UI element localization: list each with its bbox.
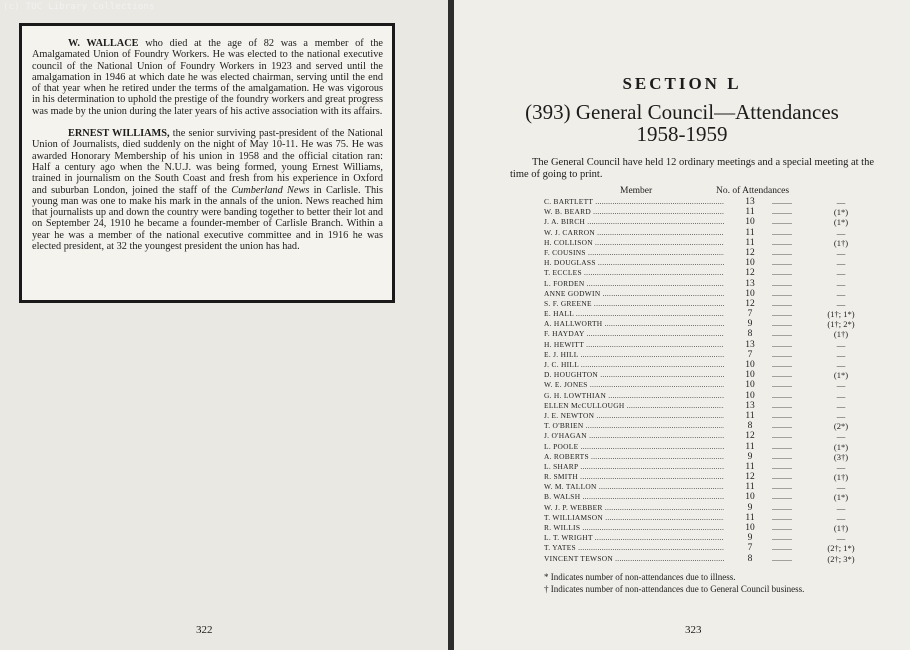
non-attendance-note: (1*) — [833, 217, 849, 228]
obituary-wallace — [32, 38, 383, 117]
leader-dots: .......... — [772, 472, 792, 482]
table-row — [544, 513, 844, 523]
leader-dots: .......... — [772, 431, 792, 441]
member-name: W. B. BEARD ..... — [544, 207, 724, 217]
table-row — [544, 289, 844, 299]
member-name: L. POOLE ..... — [544, 442, 724, 452]
leader-dots: .......... — [772, 360, 792, 369]
non-attendance-note: — — [836, 268, 846, 279]
member-name: J. E. NEWTON ..... — [544, 411, 724, 421]
non-attendance-note: — — [836, 410, 846, 421]
member-name: T. WILLIAMSON ..... — [544, 513, 724, 523]
non-attendance-note: — — [836, 197, 846, 207]
attendance-count: 9 — [739, 533, 761, 543]
leader-dots: .......... — [772, 258, 792, 268]
attendance-count: 8 — [739, 329, 761, 339]
non-attendance-note: (1†) — [833, 472, 849, 483]
attendance-count: 12 — [739, 472, 761, 482]
table-row — [544, 197, 844, 207]
right-page — [454, 0, 910, 650]
non-attendance-note: — — [836, 288, 846, 299]
non-attendance-note: (2†; 3*) — [827, 553, 855, 564]
attendance-count: 10 — [739, 391, 761, 401]
obituary-wallace-text: who died at the age of 82 was a member of the Amalgamated Union of Foundry Workers. He was elected to the national executive council of the National Union of Foundry Workers in 1923 and served until the amalgamation in 1946 at which date he was elected chairman, serving until the end of that year when he retired under the terms of the amalgamation. He was vigorous in his determination to uphold the prestige of the foundry workers and great progress was made by the union during the later years of his active association with its affairs. — [32, 38, 383, 117]
attendance-count: 10 — [739, 380, 761, 390]
non-attendance-note: — — [836, 400, 846, 411]
leader-dots: .......... — [772, 227, 792, 237]
leader-dots: .......... — [772, 329, 792, 339]
leader-dots: .......... — [772, 237, 792, 247]
member-name: A. HALLWORTH ..... — [544, 319, 724, 329]
non-attendance-note: — — [836, 349, 846, 360]
member-name: C. BARTLETT ..... — [544, 197, 724, 207]
attendance-count: 10 — [739, 492, 761, 502]
member-name: T. O'BRIEN ..... — [544, 421, 724, 431]
non-attendance-note: (2†; 1*) — [827, 543, 855, 554]
section-heading: SECTION L — [622, 74, 742, 93]
leader-dots: .......... — [772, 523, 792, 532]
leader-dots: .......... — [772, 421, 792, 431]
member-name: D. HOUGHTON ..... — [544, 370, 724, 380]
attendance-count: 10 — [739, 289, 761, 299]
intro-paragraph — [510, 157, 890, 181]
attendance-count: 12 — [739, 268, 761, 278]
attendance-count: 13 — [739, 340, 761, 350]
attendance-count: 9 — [739, 452, 761, 462]
table-row — [544, 411, 844, 421]
member-name: G. H. LOWTHIAN ..... — [544, 391, 724, 401]
leader-dots: .......... — [772, 268, 792, 278]
non-attendance-note: (1*) — [833, 492, 849, 503]
attendance-count: 12 — [739, 299, 761, 309]
leader-dots: .......... — [772, 543, 792, 553]
non-attendance-note: (1*) — [833, 207, 849, 218]
leader-dots: .......... — [772, 247, 792, 257]
attendance-count: 7 — [739, 309, 761, 319]
intro-text: The General Council have held 12 ordinary meetings and a special meeting at the time of going to print. — [510, 157, 875, 180]
obituary-box — [19, 23, 395, 303]
table-row — [544, 472, 849, 483]
non-attendance-note: (1†) — [833, 329, 849, 340]
table-row — [544, 299, 844, 309]
table-row — [544, 370, 849, 381]
table-row — [544, 279, 844, 289]
table-row — [544, 503, 844, 513]
table-row — [544, 553, 855, 564]
member-name: H. DOUGLASS ..... — [544, 258, 724, 268]
leader-dots: .......... — [772, 207, 792, 217]
member-name: H. COLLISON ..... — [544, 238, 724, 248]
member-name: W. J. CARRON ..... — [544, 228, 724, 238]
non-attendance-note: — — [836, 512, 846, 523]
column-header-member: Member — [620, 186, 653, 196]
non-attendance-note: — — [836, 390, 846, 401]
table-row — [544, 217, 849, 228]
member-name: S. F. GREENE ..... — [544, 299, 724, 309]
non-attendance-note: (1†; 1*) — [827, 309, 855, 320]
obituary-williams-text-1: the senior surviving past-president of the National Union of Journalists, died suddenly on the night of May 10-11. He was 75. He was awarded Honorary Membership of his union in 1958 and the official citation ran: Half a century ago when the N.U.J. was being formed, young Ernest Williams, trained in journalism on the South Coast and fresh from his experience in Oxford and suburban London, joined the staff of the — [32, 128, 383, 196]
leader-dots: .......... — [772, 410, 792, 420]
member-name: W. M. TALLON ..... — [544, 482, 724, 492]
attendance-count: 10 — [739, 217, 761, 227]
leader-dots: .......... — [772, 492, 792, 502]
non-attendance-note: — — [836, 247, 846, 258]
member-name: ANNE GODWIN ..... — [544, 289, 724, 299]
member-name: J. C. HILL ..... — [544, 360, 724, 370]
non-attendance-note: — — [836, 533, 846, 544]
non-attendance-note: (3†) — [833, 451, 849, 462]
attendance-count: 11 — [739, 513, 761, 523]
non-attendance-note: — — [836, 278, 846, 289]
member-name: A. ROBERTS ..... — [544, 452, 724, 462]
member-name: R. SMITH ..... — [544, 472, 724, 482]
leader-dots: .......... — [772, 319, 792, 329]
attendance-count: 13 — [739, 401, 761, 411]
non-attendance-note: — — [836, 360, 846, 370]
attendance-count: 11 — [739, 442, 761, 452]
member-name: F. HAYDAY ..... — [544, 329, 724, 339]
footnote-council-business: † Indicates number of non-attendances due to General Council business. — [544, 584, 805, 594]
attendance-count: 10 — [739, 370, 761, 380]
attendance-table — [544, 197, 855, 564]
leader-dots: .......... — [772, 482, 792, 492]
table-row — [544, 482, 844, 492]
member-name: E. HALL ..... — [544, 309, 724, 319]
non-attendance-note: (1*) — [833, 441, 849, 452]
attendance-count: 10 — [739, 523, 761, 533]
attendance-count: 13 — [739, 279, 761, 289]
non-attendance-note: (2*) — [833, 421, 849, 432]
table-row — [544, 431, 844, 441]
non-attendance-note: — — [836, 298, 846, 309]
page-title — [454, 101, 910, 145]
table-row — [544, 391, 844, 401]
table-row — [544, 360, 844, 370]
leader-dots: .......... — [772, 349, 792, 359]
column-header-attendances: No. of Attendances — [716, 186, 790, 196]
leader-dots: .......... — [772, 197, 792, 206]
attendance-count: 12 — [739, 248, 761, 258]
table-row — [544, 248, 844, 258]
non-attendance-note: — — [836, 258, 846, 269]
member-name: R. WILLIS ..... — [544, 523, 724, 533]
leader-dots: .......... — [772, 370, 792, 380]
leader-dots: .......... — [772, 380, 792, 390]
non-attendance-note: — — [836, 461, 846, 472]
attendance-count: 11 — [739, 238, 761, 248]
member-name: L. FORDEN ..... — [544, 279, 724, 289]
attendance-count: 7 — [739, 543, 761, 553]
non-attendance-note: — — [836, 380, 846, 391]
attendance-count: 11 — [739, 228, 761, 238]
page-title-line1: (393) General Council—Attendances — [525, 100, 839, 124]
attendance-count: 9 — [739, 503, 761, 513]
member-name: J. A. BIRCH ..... — [544, 217, 724, 227]
attendance-count: 13 — [739, 197, 761, 207]
non-attendance-note: (1†) — [833, 237, 849, 248]
member-name: H. HEWITT ..... — [544, 340, 724, 350]
leader-dots: .......... — [772, 400, 792, 410]
table-row — [544, 237, 849, 248]
leader-dots: .......... — [772, 298, 792, 308]
obituary-williams-text-2: in Carlisle. This young man was one to make his mark in the annals of the union. News reached him that journalists up and down the country were banding together to better their lot and on September 24, 1910 he became a founder-member of Carlisle Branch. Within a year he was a member of the national executive committee and in 1916 he was elected president, at 32 the youngest president the union has had. — [32, 184, 384, 253]
table-row — [544, 533, 844, 543]
member-name: W. J. P. WEBBER ..... — [544, 503, 724, 513]
non-attendance-note: — — [836, 339, 846, 350]
member-name: F. COUSINS ..... — [544, 248, 724, 258]
table-row — [544, 380, 844, 390]
leader-dots: .......... — [772, 553, 792, 563]
table-row — [544, 451, 849, 462]
table-row — [544, 421, 849, 432]
table-row — [544, 401, 844, 411]
attendance-count: 8 — [739, 554, 761, 564]
attendance-count: 7 — [739, 350, 761, 360]
non-attendance-note: — — [836, 502, 846, 513]
table-row — [544, 441, 849, 452]
table-row — [544, 462, 844, 472]
table-row — [544, 228, 844, 238]
leader-dots: .......... — [772, 309, 792, 319]
leader-dots: .......... — [772, 217, 792, 227]
leader-dots: .......... — [772, 451, 792, 461]
leader-dots: .......... — [772, 461, 792, 471]
watermark-label: (c) TUC Library Collections — [3, 2, 155, 12]
member-name: L. SHARP ..... — [544, 462, 724, 472]
member-name: E. J. HILL ..... — [544, 350, 724, 360]
member-name: ELLEN McCULLOUGH ..... — [544, 401, 724, 411]
table-row — [544, 309, 855, 320]
leader-dots: .......... — [772, 533, 792, 543]
page-title-line2: 1958-1959 — [636, 122, 728, 146]
member-name: VINCENT TEWSON ..... — [544, 554, 724, 564]
obituary-wallace-name: W. WALLACE — [68, 38, 139, 49]
attendance-count: 8 — [739, 421, 761, 431]
table-row — [544, 258, 844, 268]
attendance-count: 12 — [739, 431, 761, 441]
non-attendance-note: (1†) — [833, 523, 849, 533]
non-attendance-note: — — [836, 482, 846, 493]
table-row — [544, 340, 844, 350]
table-row — [544, 523, 849, 533]
table-row — [544, 268, 844, 278]
attendance-count: 9 — [739, 319, 761, 329]
obituary-williams-name: ERNEST WILLIAMS, — [68, 128, 170, 140]
attendance-count: 11 — [739, 207, 761, 217]
member-name: T. YATES ..... — [544, 543, 724, 553]
leader-dots: .......... — [772, 441, 792, 451]
table-row — [544, 543, 855, 554]
member-name: L. T. WRIGHT ..... — [544, 533, 724, 543]
leader-dots: .......... — [772, 288, 792, 298]
leader-dots: .......... — [772, 339, 792, 349]
table-row — [544, 350, 844, 360]
attendance-count: 10 — [739, 258, 761, 268]
non-attendance-note: — — [836, 431, 846, 442]
table-row — [544, 492, 849, 503]
member-name: T. ECCLES ..... — [544, 268, 724, 278]
member-name: W. E. JONES ..... — [544, 380, 724, 390]
leader-dots: .......... — [772, 512, 792, 522]
non-attendance-note: — — [836, 227, 846, 238]
footnote-illness: * Indicates number of non-attendances due to illness. — [544, 572, 736, 582]
table-row — [544, 329, 849, 340]
obituary-williams — [32, 128, 383, 252]
left-page — [0, 0, 448, 650]
non-attendance-note: (1*) — [833, 370, 849, 381]
attendance-count: 11 — [739, 411, 761, 421]
leader-dots: .......... — [772, 278, 792, 288]
attendance-count: 11 — [739, 462, 761, 472]
attendance-count: 10 — [739, 360, 761, 370]
table-row — [544, 207, 849, 218]
table-row — [544, 319, 855, 330]
right-page-number: 323 — [685, 624, 702, 636]
non-attendance-note: (1†; 2*) — [827, 319, 855, 330]
leader-dots: .......... — [772, 502, 792, 512]
obituary-williams-paper: Cumberland News — [231, 184, 310, 196]
left-page-number: 322 — [196, 624, 213, 636]
leader-dots: .......... — [772, 390, 792, 400]
member-name: B. WALSH ..... — [544, 492, 724, 502]
attendance-count: 11 — [739, 482, 761, 492]
member-name: J. O'HAGAN ..... — [544, 431, 724, 441]
